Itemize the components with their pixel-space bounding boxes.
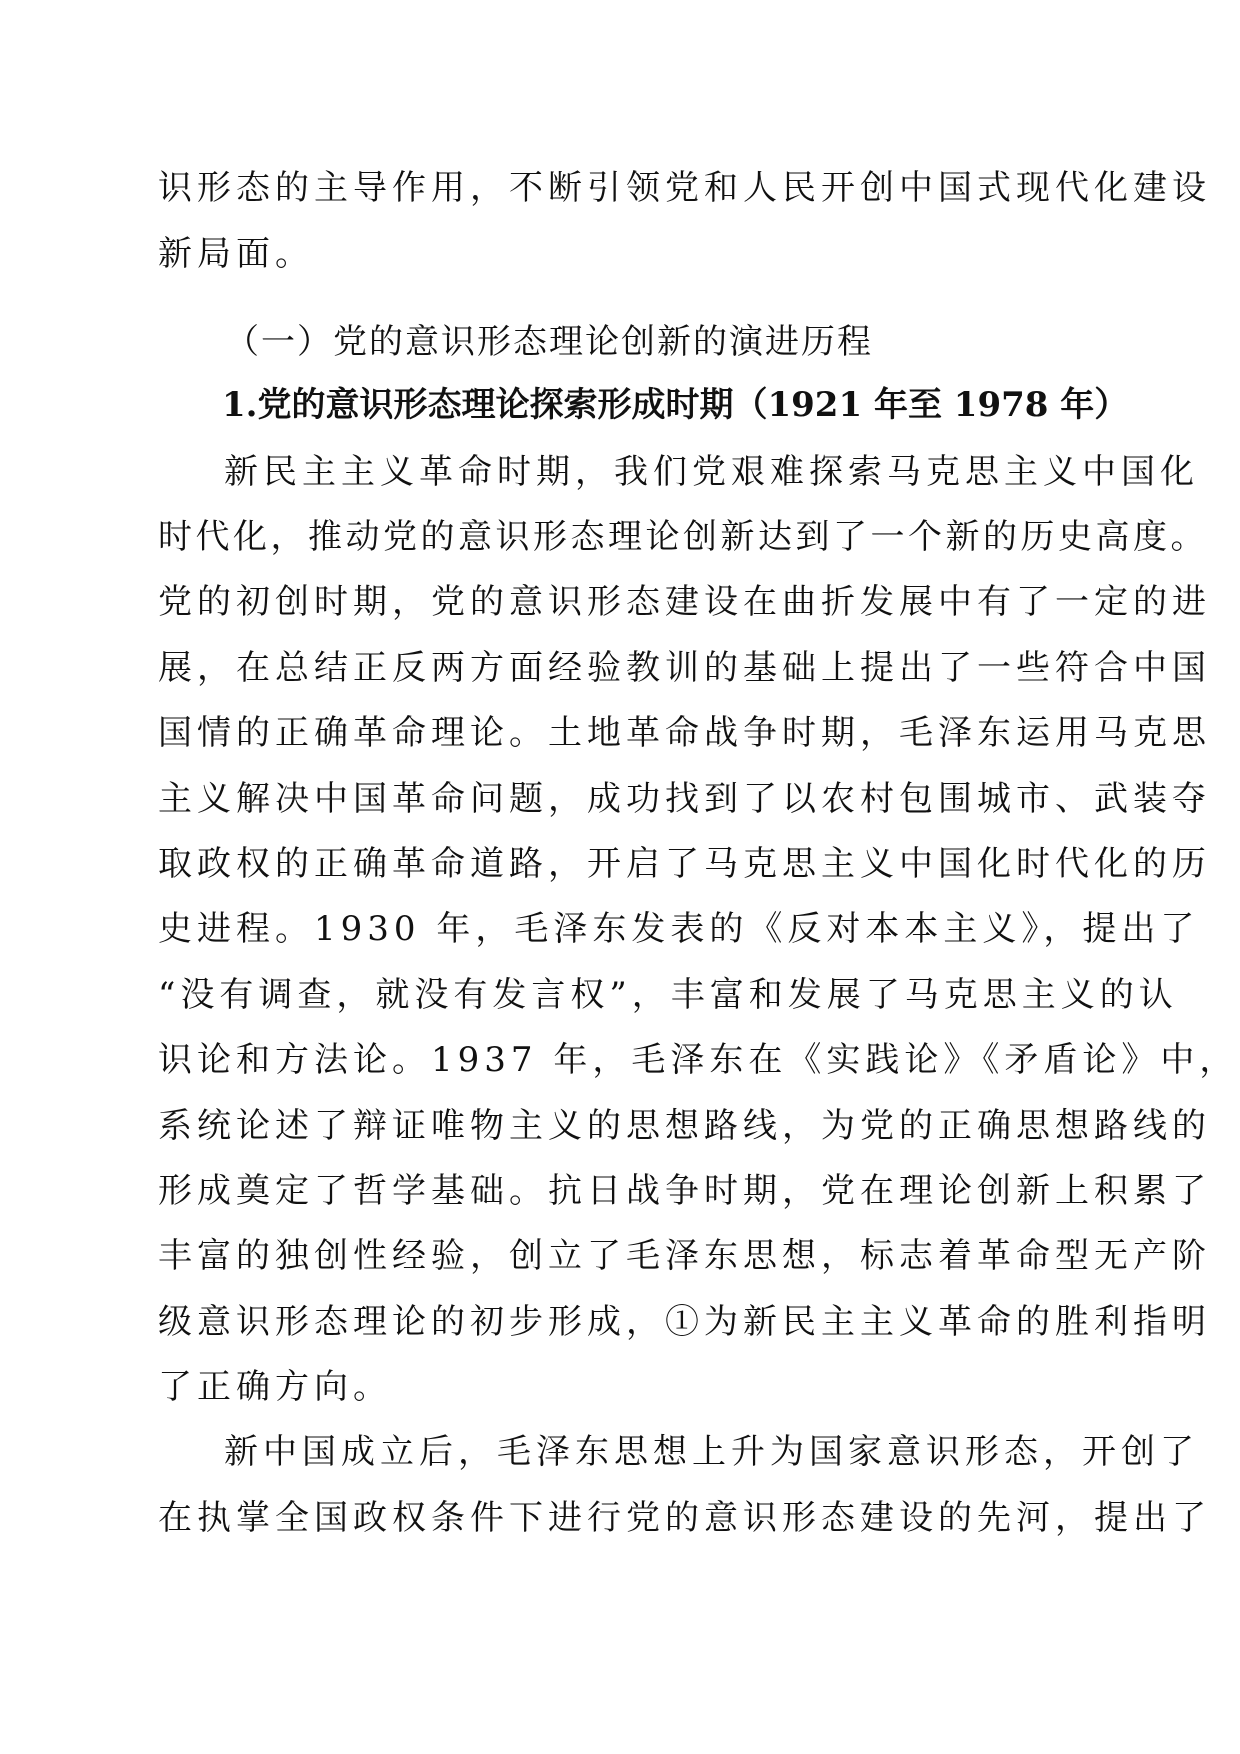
text-line: 展，在总结正反两方面经验教训的基础上提出了一些符合中国 (158, 648, 1211, 688)
text-line: 新局面。 (158, 234, 314, 274)
text-line: 时代化，推动党的意识形态理论创新达到了一个新的历史高度。 (158, 517, 1208, 557)
text-line: 主义解决中国革命问题，成功找到了以农村包围城市、武装夺 (158, 779, 1211, 819)
text-line: 取政权的正确革命道路，开启了马克思主义中国化时代化的历 (158, 844, 1211, 884)
text-line: 了正确方向。 (158, 1367, 392, 1407)
text-line: 党的初创时期，党的意识形态建设在曲折发展中有了一定的进 (158, 582, 1211, 622)
text-line: 在执掌全国政权条件下进行党的意识形态建设的先河，提出了 (158, 1498, 1211, 1538)
text-line: 形成奠定了哲学基础。抗日战争时期，党在理论创新上积累了 (158, 1171, 1211, 1211)
section-heading: （一）党的意识形态理论创新的演进历程 (225, 322, 873, 362)
text-line: 识形态的主导作用，不断引领党和人民开创中国式现代化建设 (158, 168, 1211, 208)
text-line: “没有调查，就没有发言权”，丰富和发展了马克思主义的认 (158, 975, 1178, 1015)
text-line: 级意识形态理论的初步形成，①为新民主主义革命的胜利指明 (158, 1302, 1211, 1342)
text-line: 新民主主义革命时期，我们党艰难探索马克思主义中国化 (224, 452, 1199, 492)
text-line: 史进程。1930 年，毛泽东发表的《反对本本主义》，提出了 (158, 909, 1200, 949)
text-line: 丰富的独创性经验，创立了毛泽东思想，标志着革命型无产阶 (158, 1236, 1211, 1276)
text-line: 新中国成立后，毛泽东思想上升为国家意识形态，开创了 (224, 1432, 1199, 1472)
subsection-heading: 1.党的意识形态理论探索形成时期（1921 年至 1978 年） (222, 385, 1129, 425)
text-line: 识论和方法论。1937 年，毛泽东在《实践论》《矛盾论》中， (158, 1040, 1239, 1080)
text-line: 国情的正确革命理论。土地革命战争时期，毛泽东运用马克思 (158, 713, 1211, 753)
text-line: 系统论述了辩证唯物主义的思想路线，为党的正确思想路线的 (158, 1106, 1211, 1146)
